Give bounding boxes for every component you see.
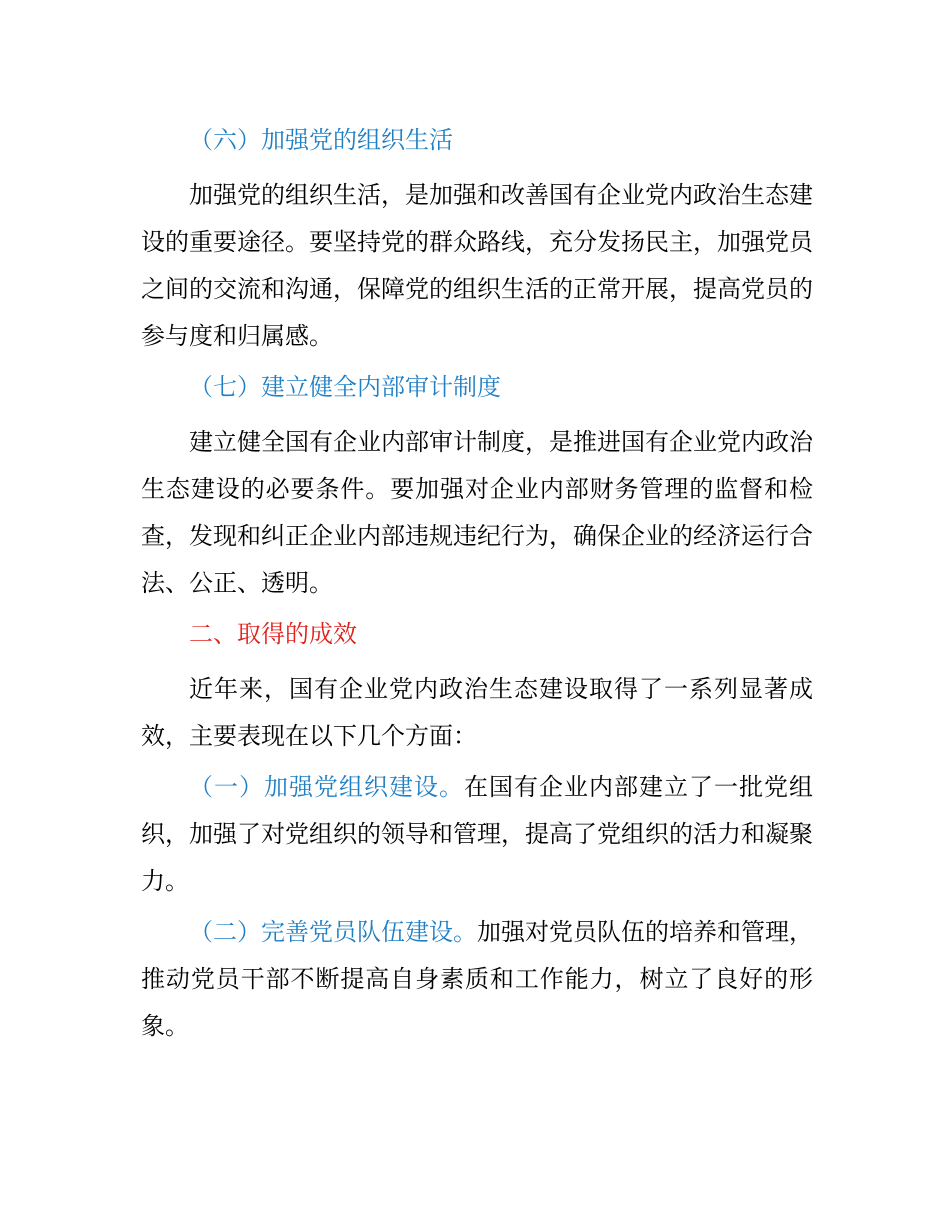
list-item-1-text: 在国有企业内部建立了一批党组织，加强了对党组织的领导和管理，提高了党组织的活力和凝聚力。 [141, 773, 813, 895]
list-item-2-text: 加强对党员队伍的培养和管理，推动党员干部不断提高自身素质和工作能力，树立了良好的形象。 [141, 918, 813, 1040]
paragraph-section-7: 建立健全国有企业内部审计制度，是推进国有企业党内政治生态建设的必要条件。要加强对企业内部财务管理的监督和检查，发现和纠正企业内部违规违纪行为，确保企业的经济运行合法、公正、透明。 [141, 428, 813, 597]
list-item-1-heading: （一）加强党组织建设。 [189, 773, 464, 801]
list-item-2-heading: （二）完善党员队伍建设。 [189, 918, 477, 946]
paragraph-intro: 近年来，国有企业党内政治生态建设取得了一系列显著成效，主要表现在以下几个方面： [141, 675, 813, 750]
section-heading-6: （六）加强党的组织生活 [189, 126, 453, 154]
paragraph-section-6: 加强党的组织生活，是加强和改善国有企业党内政治生态建设的重要途径。要坚持党的群众路线，充分发扬民主，加强党员之间的交流和沟通，保障党的组织生活的正常开展，提高党员的参与度和归属感。 [141, 181, 813, 350]
list-item-2 [141, 909, 813, 1050]
document-body [141, 117, 813, 1050]
list-item-1 [141, 764, 813, 905]
main-heading-achievements: 二、取得的成效 [189, 620, 357, 648]
section-heading-7: （七）建立健全内部审计制度 [189, 373, 501, 401]
